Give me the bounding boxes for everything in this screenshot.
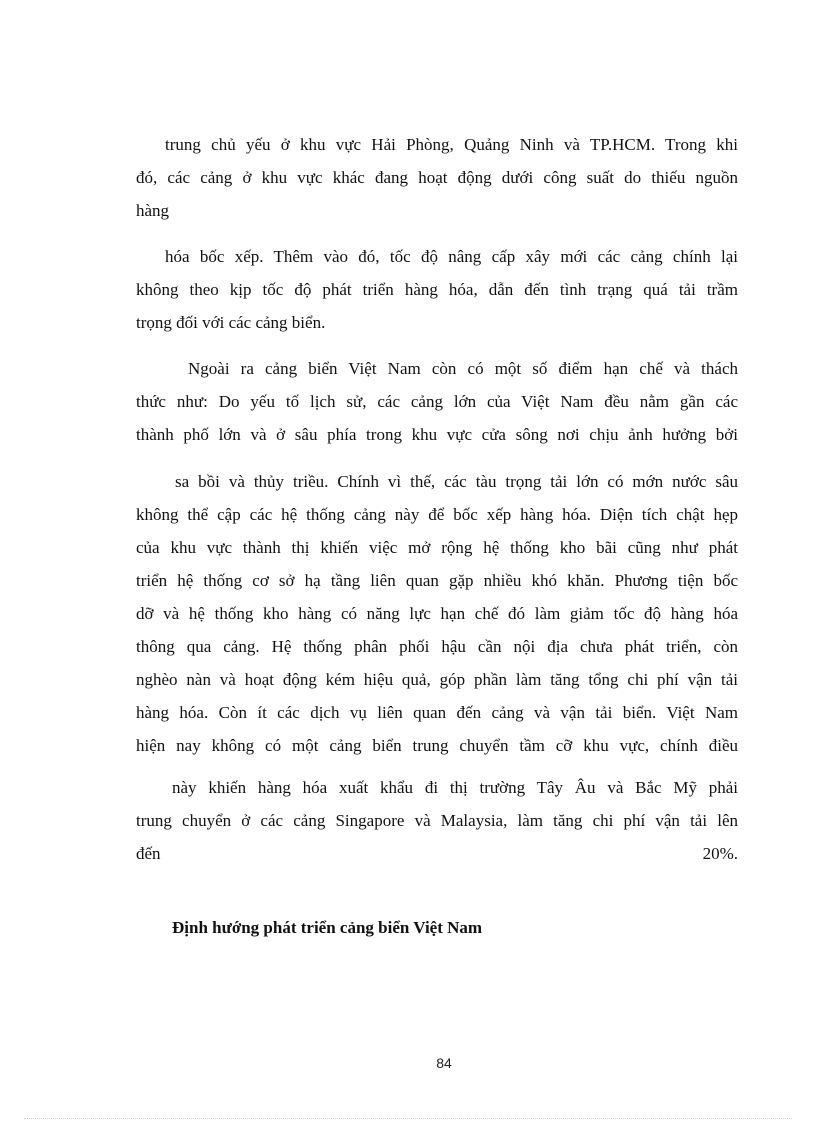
- text-line: đó, các cảng ở khu vực khác đang hoạt động dưới công suất do thiếu nguồn: [136, 168, 738, 187]
- text-line: hiện nay không có một cảng biển trung chuyển tầm cỡ khu vực, chính điều: [136, 736, 738, 755]
- text-line: thông qua cảng. Hệ thống phân phối hậu cần nội địa chưa phát triển, còn: [136, 637, 738, 656]
- text-line-last: [136, 837, 738, 870]
- page-bottom-divider: [24, 1118, 792, 1119]
- paragraph-1: [136, 128, 738, 227]
- paragraph-3: [136, 352, 738, 451]
- text-line: dỡ và hệ thống kho hàng có năng lực hạn chế đó làm giảm tốc độ hàng hóa: [136, 604, 738, 623]
- text-line: không thể cập các hệ thống cảng này để bốc xếp hàng hóa. Diện tích chật hẹp: [136, 505, 738, 524]
- text-line: hàng: [136, 201, 170, 220]
- text-line: này khiến hàng hóa xuất khẩu đi thị trường Tây Âu và Bắc Mỹ phải: [172, 778, 738, 797]
- text-line: thành phố lớn và ở sâu phía trong khu vực cửa sông nơi chịu ảnh hưởng bởi: [136, 425, 738, 444]
- text-line: Ngoài ra cảng biển Việt Nam còn có một số điểm hạn chế và thách: [188, 359, 738, 378]
- text-line: thức như: Do yếu tố lịch sử, các cảng lớn của Việt Nam đều nằm gần các: [136, 392, 738, 411]
- text-fragment-right: 20%.: [702, 844, 738, 863]
- text-line: trung chủ yếu ở khu vực Hải Phòng, Quảng Ninh và TP.HCM. Trong khi: [165, 135, 738, 154]
- paragraph-5: [136, 771, 738, 870]
- paragraph-2: [136, 240, 738, 339]
- text-line: sa bồi và thủy triều. Chính vì thế, các tàu trọng tải lớn có mớn nước sâu: [175, 472, 738, 491]
- page-number: 84: [436, 1055, 452, 1071]
- text-line: của khu vực thành thị khiến việc mở rộng hệ thống kho bãi cũng như phát: [136, 538, 738, 557]
- text-line: triển hệ thống cơ sở hạ tầng liên quan gặp nhiều khó khăn. Phương tiện bốc: [136, 571, 738, 590]
- paragraph-4: [136, 465, 738, 762]
- text-line: hóa bốc xếp. Thêm vào đó, tốc độ nâng cấp xây mới các cảng chính lại: [165, 247, 738, 266]
- text-line: trọng đối với các cảng biển.: [136, 313, 326, 332]
- text-line: không theo kịp tốc độ phát triển hàng hóa, dẫn đến tình trạng quá tải trầm: [136, 280, 738, 299]
- text-fragment-left: đến: [136, 844, 161, 863]
- section-heading: Định hướng phát triển cảng biển Việt Nam: [172, 918, 483, 937]
- text-line: trung chuyển ở các cảng Singapore và Malaysia, làm tăng chi phí vận tải lên: [136, 811, 738, 830]
- text-line: nghèo nàn và hoạt động kém hiệu quả, góp phần làm tăng tổng chi phí vận tải: [136, 670, 738, 689]
- text-line: hàng hóa. Còn ít các dịch vụ liên quan đến cảng và vận tải biển. Việt Nam: [136, 703, 738, 722]
